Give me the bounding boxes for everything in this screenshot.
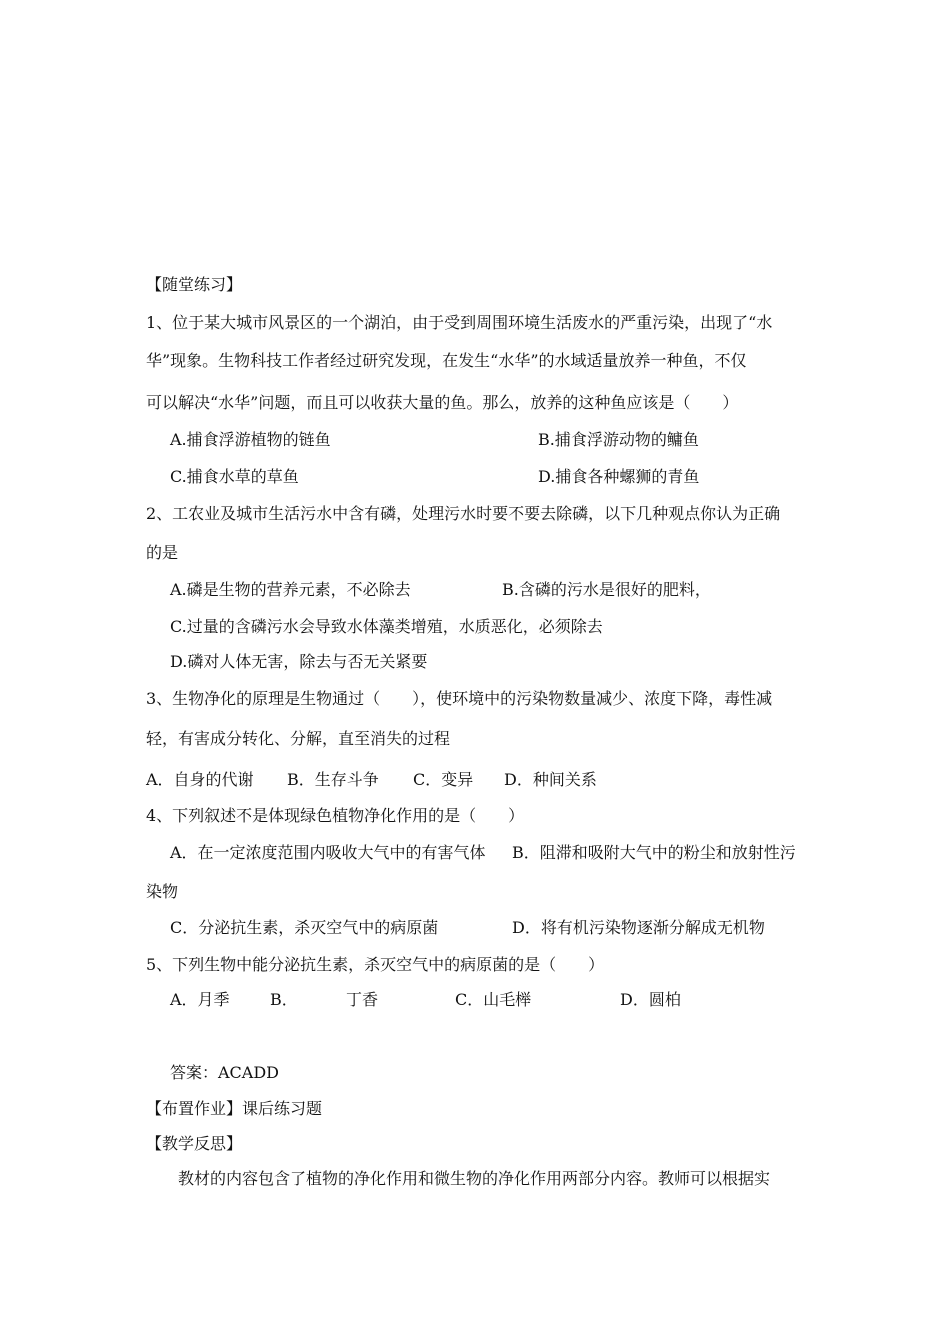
q4-option-b-continued: 染物 xyxy=(146,882,179,901)
q1-option-b: B.捕食浮游动物的鳙鱼 xyxy=(538,430,699,449)
q4-option-c: C．分泌抗生素，杀灭空气中的病原菌 xyxy=(170,918,439,937)
q1-line-2: 华”现象。生物科技工作者经过研究发现，在发生“水华”的水域适量放养一种鱼，不仅 xyxy=(146,351,747,370)
homework-line: 【布置作业】课后练习题 xyxy=(146,1099,323,1118)
q2-option-a: A.磷是生物的营养元素，不必除去 xyxy=(170,580,411,599)
q1-option-d: D.捕食各种螺狮的青鱼 xyxy=(538,467,700,486)
q5-option-c: C．山毛榉 xyxy=(455,990,532,1009)
q3-line-1: 3、生物净化的原理是生物通过（ ），使环境中的污染物数量减少、浓度下降，毒性减 xyxy=(146,689,773,708)
q5-option-b-text: 丁香 xyxy=(346,990,379,1009)
q1-line-3: 可以解决“水华”问题，而且可以收获大量的鱼。那么，放养的这种鱼应该是（ ） xyxy=(146,393,739,412)
q3-option-a: A．自身的代谢 xyxy=(146,770,254,789)
q2-line-2: 的是 xyxy=(146,543,179,562)
reflection-text: 教材的内容包含了植物的净化作用和微生物的净化作用两部分内容。教师可以根据实 xyxy=(178,1169,771,1188)
q3-line-2: 轻，有害成分转化、分解，直至消失的过程 xyxy=(146,729,451,748)
reflection-heading: 【教学反思】 xyxy=(146,1134,243,1153)
q1-option-a: A.捕食浮游植物的链鱼 xyxy=(170,430,331,449)
q4-line-1: 4、下列叙述不是体现绿色植物净化作用的是（ ） xyxy=(146,806,525,825)
q1-option-c: C.捕食水草的草鱼 xyxy=(170,467,299,486)
section-practice-heading: 【随堂练习】 xyxy=(146,275,243,294)
q5-option-b: B． xyxy=(270,990,298,1009)
q1-line-1: 1、位于某大城市风景区的一个湖泊，由于受到周围环境生活废水的严重污染，出现了“水 xyxy=(146,313,773,332)
q3-option-b: B．生存斗争 xyxy=(287,770,379,789)
answer-line: 答案：ACADD xyxy=(170,1063,280,1082)
q4-option-d: D．将有机污染物逐渐分解成无机物 xyxy=(512,918,765,937)
q5-option-a: A．月季 xyxy=(170,990,230,1009)
q2-line-1: 2、工农业及城市生活污水中含有磷，处理污水时要不要去除磷，以下几种观点你认为正确 xyxy=(146,504,781,523)
q5-option-d: D．圆柏 xyxy=(620,990,681,1009)
q3-option-d: D．种间关系 xyxy=(504,770,597,789)
q2-option-c: C.过量的含磷污水会导致水体藻类增殖，水质恶化，必须除去 xyxy=(170,617,603,636)
q2-option-d: D.磷对人体无害，除去与否无关紧要 xyxy=(170,652,428,671)
q5-line-1: 5、下列生物中能分泌抗生素，杀灭空气中的病原菌的是（ ） xyxy=(146,955,605,974)
q4-option-a: A．在一定浓度范围内吸收大气中的有害气体 xyxy=(170,843,486,862)
q4-option-b: B．阻滞和吸附大气中的粉尘和放射性污 xyxy=(512,843,796,862)
q2-option-b: B.含磷的污水是很好的肥料， xyxy=(502,580,711,599)
q3-option-c: C．变异 xyxy=(413,770,474,789)
